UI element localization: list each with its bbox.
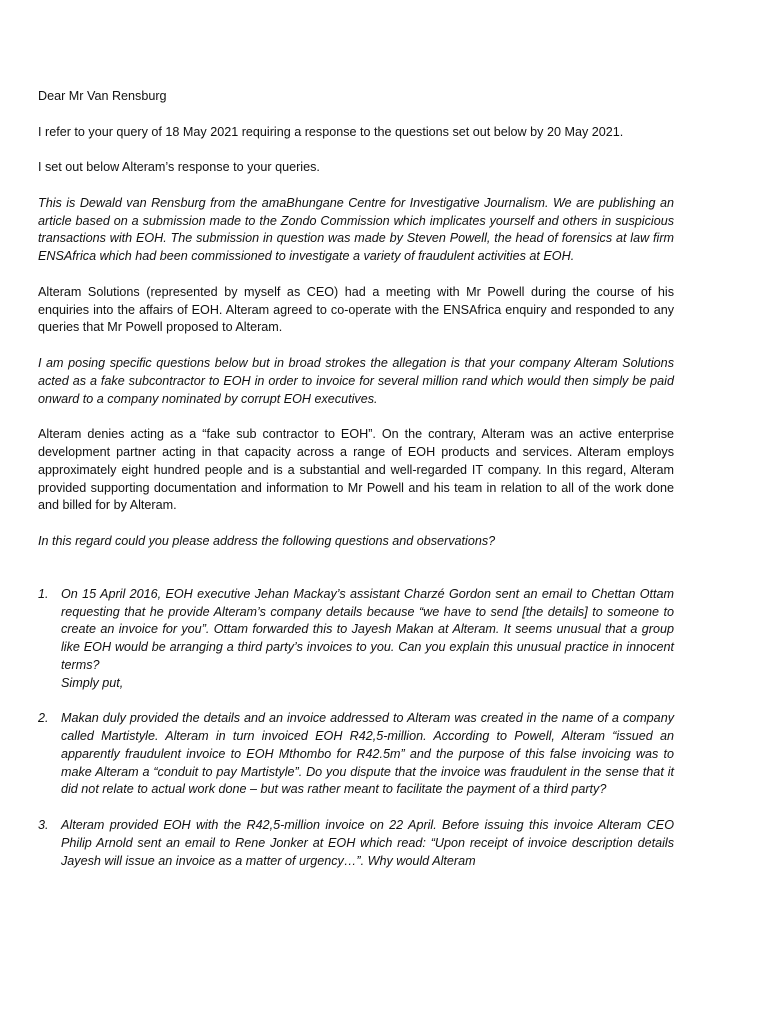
question-number: 1. <box>38 586 49 601</box>
query-paragraph-1: This is Dewald van Rensburg from the amaBhungane Centre for Investigative Journalism. We are publishing an article based on a submission made to the Zondo Commission which implicates yourself and others in suspicious transactions with EOH. The submission in question was made by Steven Powell, the head of forensics at law firm ENSAfrica which had been commissioned to investigate a variety of fraudulent activities at EOH. <box>38 195 674 264</box>
question-item <box>38 586 674 693</box>
query-paragraph-3: In this regard could you please address the following questions and observations? <box>38 533 496 548</box>
question-text-tail: Simply put, <box>61 675 124 690</box>
query-paragraph-2: I am posing specific questions below but in broad strokes the allegation is that your company Alteram Solutions acted as a fake subcontractor to EOH in order to invoice for several million rand which would then simply be paid onward to a company nominated by corrupt EOH executives. <box>38 355 674 406</box>
response-paragraph-2: Alteram denies acting as a “fake sub contractor to EOH”. On the contrary, Alteram was an active enterprise development partner acting in that capacity across a range of EOH products and services. Alteram employs approximately eight hundred people and is a substantial and well-regarded IT company. In this regard, Alteram provided supporting documentation and information to Mr Powell and his team in relation to all of the work done and billed for by Alteram. <box>38 427 674 513</box>
intro-response-line: I set out below Alteram’s response to your queries. <box>38 160 320 175</box>
question-text-body: On 15 April 2016, EOH executive Jehan Mackay’s assistant Charzé Gordon sent an email to Chettan Ottam requesting that he provide Alteram’s company details because “we have to send [the details] to someone to create an invoice for you”. Ottam forwarded this to Jayesh Makan at Alteram. It seems unusual that a group like EOH would be arranging a third party’s invoices to you. Can you explain this unusual practice in innocent terms? <box>61 586 674 672</box>
question-number: 2. <box>38 711 49 726</box>
salutation: Dear Mr Van Rensburg <box>38 89 167 103</box>
intro-paragraph: I refer to your query of 18 May 2021 requiring a response to the questions set out below by 20 May 2021. <box>38 124 624 139</box>
question-text: Alteram provided EOH with the R42,5-million invoice on 22 April. Before issuing this invoice Alteram CEO Philip Arnold sent an email to Rene Jonker at EOH which read: “Upon receipt of invoice description details Jayesh will issue an invoice as a matter of urgency…”. Why would Alteram <box>61 818 674 868</box>
question-list <box>38 586 674 871</box>
question-text <box>61 586 674 693</box>
response-paragraph-1: Alteram Solutions (represented by myself as CEO) had a meeting with Mr Powell during the course of his enquiries into the affairs of EOH. Alteram agreed to co-operate with the ENSAfrica enquiry and responded to any queries that Mr Powell proposed to Alteram. <box>38 284 674 335</box>
question-item <box>38 710 674 799</box>
question-item <box>38 817 674 870</box>
letter-page <box>38 88 674 870</box>
question-text: Makan duly provided the details and an invoice addressed to Alteram was created in the name of a company called Martistyle. Alteram in turn invoiced EOH R42,5-million. According to Powell, Alteram “issued an apparently fraudulent invoice to EOH Mthombo for R42.5m” and the purpose of this false invoicing was to make Alteram a “conduit to pay Martistyle”. Do you dispute that the invoice was fraudulent in the sense that it did not relate to actual work done – but was rather meant to facilitate the payment of a third party? <box>61 711 674 797</box>
question-number: 3. <box>38 818 49 833</box>
